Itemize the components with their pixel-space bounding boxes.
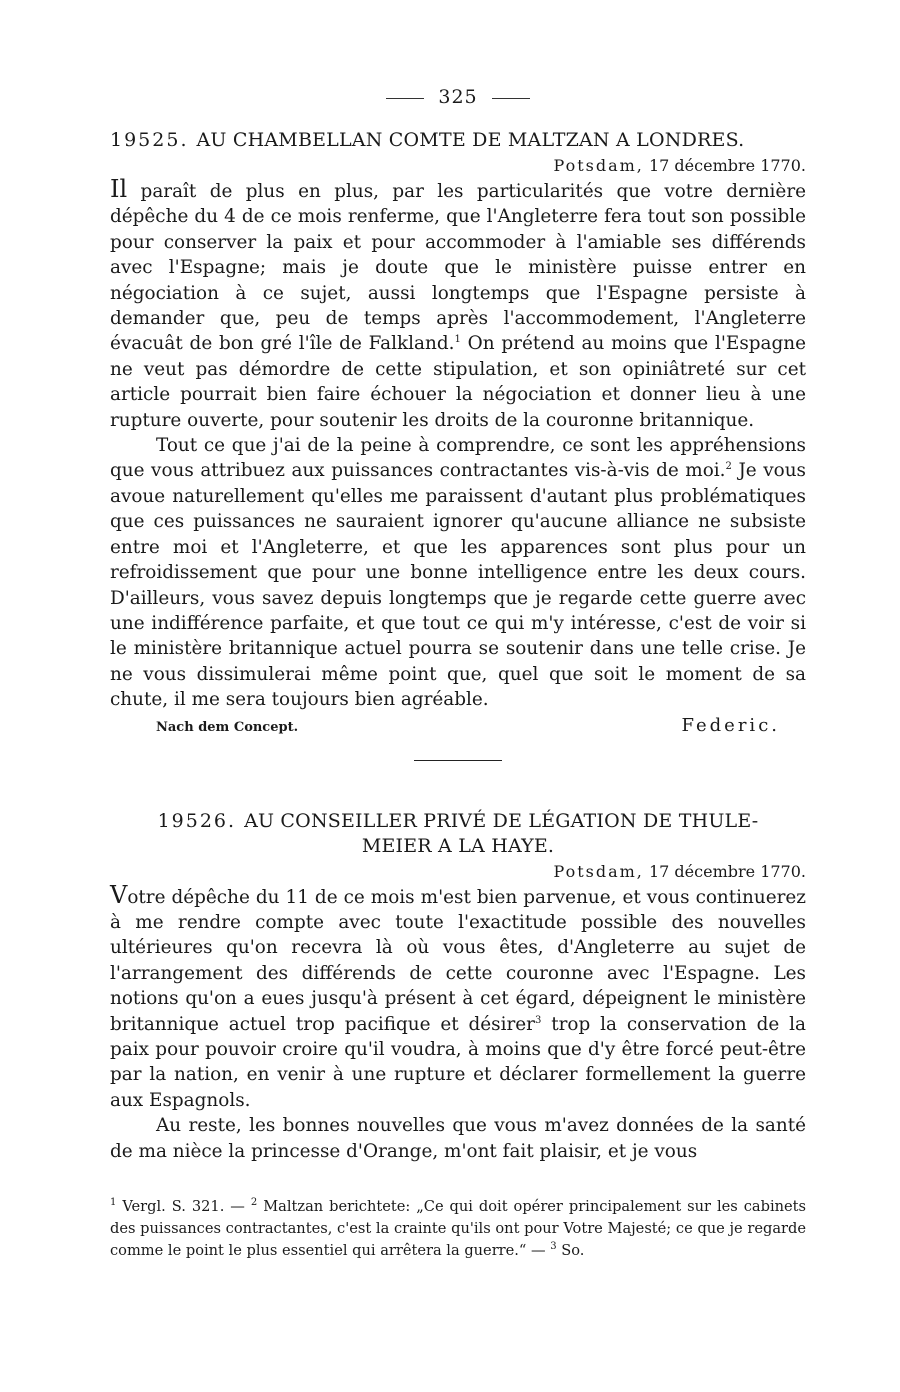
footnote-2-text: Maltzan berichtete: „Ce qui doit opérer principalement sur les cabinets des puissances contractantes, c'est la crainte qu'ils ont pour Votre Majesté; ce que je regarde comme le point le plus essentiel qui arrêtera la guerre.“ — bbox=[110, 1198, 807, 1259]
letter-1-paragraph-2-text-a: Tout ce que j'ai de la peine à comprendre, ce sont les appréhensions que vous attribuez aux puissances contractantes vis-à-vis de moi. bbox=[110, 435, 806, 482]
footnote-ref-3[interactable]: 3 bbox=[534, 1014, 542, 1026]
letter-2-paragraph-2 bbox=[110, 1113, 806, 1164]
letter-2-heading bbox=[110, 809, 806, 859]
footnote-ref-1[interactable]: 1 bbox=[454, 334, 461, 346]
page-number bbox=[110, 86, 806, 108]
letter-2-number: 19526. bbox=[157, 809, 237, 832]
letter-2-dropcap: V bbox=[110, 880, 128, 909]
letter-1-paragraph-1-text-a: paraît de plus en plus, par les particularités que votre dernière dépêche du 4 de ce mois renferme, que l'Angleterre fera tout son possible pour conserver la paix et pour accommoder à l'amiable ses différends avec l'Espagne; mais je doute que le ministère puisse entrer en négociation à ce sujet, aussi longtemps que l'Espagne persiste à demander que, peu de temps après l'accommodement, l'Angleterre évacuât de bon gré l'île de Falkland. bbox=[110, 181, 806, 355]
letter-2-title-line-2: MEIER A LA HAYE. bbox=[361, 834, 555, 857]
letter-2-date: 17 décembre 1770. bbox=[648, 861, 806, 881]
letter-2-dateline bbox=[110, 861, 806, 883]
letter-1-date: 17 décembre 1770. bbox=[648, 156, 806, 175]
page-number-dash-right bbox=[492, 98, 530, 99]
letter-2-place: Potsdam, bbox=[553, 861, 644, 881]
letter-1-paragraph-1 bbox=[110, 177, 806, 433]
footnote-ref-2[interactable]: 2 bbox=[725, 461, 732, 473]
letter-1-paragraph-2-text-b: Je vous avoue naturellement qu'elles me paraissent d'autant plus problématiques que ces puissances ne sauraient ignorer qu'aucune alliance ne subsiste entre moi et l'Angleterre, et que les apparences sont plus pour un refroidissement que pour une bonne intelligence entre les deux cours. D'ailleurs, vous savez depuis longtemps que je regarde cette guerre avec une indifférence parfaite, et que tout ce qui m'y intéresse, c'est de voir si le ministère britannique actuel pourra se soutenir dans une telle crise. Je ne vous dissimulerai même point que, quel que soit le moment de sa chute, il me sera toujours bien agréable. bbox=[110, 460, 806, 711]
footnotes bbox=[110, 1196, 806, 1262]
letter-separator-rule bbox=[414, 760, 502, 761]
footnote-3-mark: 3 bbox=[550, 1241, 557, 1253]
page-body bbox=[110, 80, 806, 1164]
letter-1-source: Nach dem Concept. bbox=[156, 719, 299, 735]
letter-2-paragraph-2-text: Au reste, les bonnes nouvelles que vous m'avez données de la santé de ma nièce la princesse d'Orange, m'ont fait plaisir, et je vous bbox=[110, 1115, 806, 1162]
letter-1-heading bbox=[110, 128, 806, 153]
page-number-text: 325 bbox=[438, 86, 478, 108]
letter-1-paragraph-1-text-b: On prétend au moins que l'Espagne ne veut pas démordre de cette stipulation, et son opiniâtreté sur cet article pourrait bien faire échouer la négociation et donner lieu à une rupture ouverte, pour soutenir les droits de la couronne britannique. bbox=[110, 333, 807, 431]
letter-1-dropcap: Il bbox=[110, 175, 128, 203]
letter-2-title-line-1 bbox=[110, 809, 806, 834]
footnote-1-mark: 1 bbox=[110, 1197, 117, 1209]
letter-1-signature: Federic. bbox=[681, 714, 780, 736]
letter-1-place: Potsdam, bbox=[553, 156, 644, 175]
letter-2-paragraph-1-text-b: trop la conservation de la paix pour pouvoir croire qu'il voudra, à moins que d'y être forcé peut-être par la nation, en venir à une rupture et déclarer formellement la guerre aux Espagnols. bbox=[110, 1013, 806, 1111]
footnote-2-mark: 2 bbox=[250, 1197, 258, 1209]
letter-1-paragraph-2 bbox=[110, 433, 806, 712]
letter-1-title: AU CHAMBELLAN COMTE DE MALTZAN A LONDRES. bbox=[196, 129, 745, 151]
footnote-3-text: So. bbox=[556, 1242, 585, 1259]
letter-2-paragraph-1-text-a: otre dépêche du 11 de ce mois m'est bien parvenue, et vous continuerez à me rendre compte avec toute l'exactitude possible des nouvelles ultérieures qu'on recevra là où vous êtes, d'Angleterre au sujet de l'arrangement des différends de cette couronne avec l'Espagne. Les notions qu'on a eues jusqu'à présent à cet égard, dépeignent le ministère britannique actuel trop pacifique et désirer bbox=[110, 886, 806, 1035]
letter-1-dateline bbox=[110, 155, 806, 177]
letter-2-paragraph-1 bbox=[110, 880, 806, 1114]
page-number-dash-left bbox=[386, 98, 424, 99]
footnote-1-text: Vergl. S. 321. — bbox=[116, 1198, 251, 1215]
letter-1-closing bbox=[110, 715, 806, 736]
letter-1-number: 19525. bbox=[110, 129, 189, 151]
letter-2-title-line-1-text: AU CONSEILLER PRIVÉ DE LÉGATION DE THULE- bbox=[244, 809, 759, 832]
